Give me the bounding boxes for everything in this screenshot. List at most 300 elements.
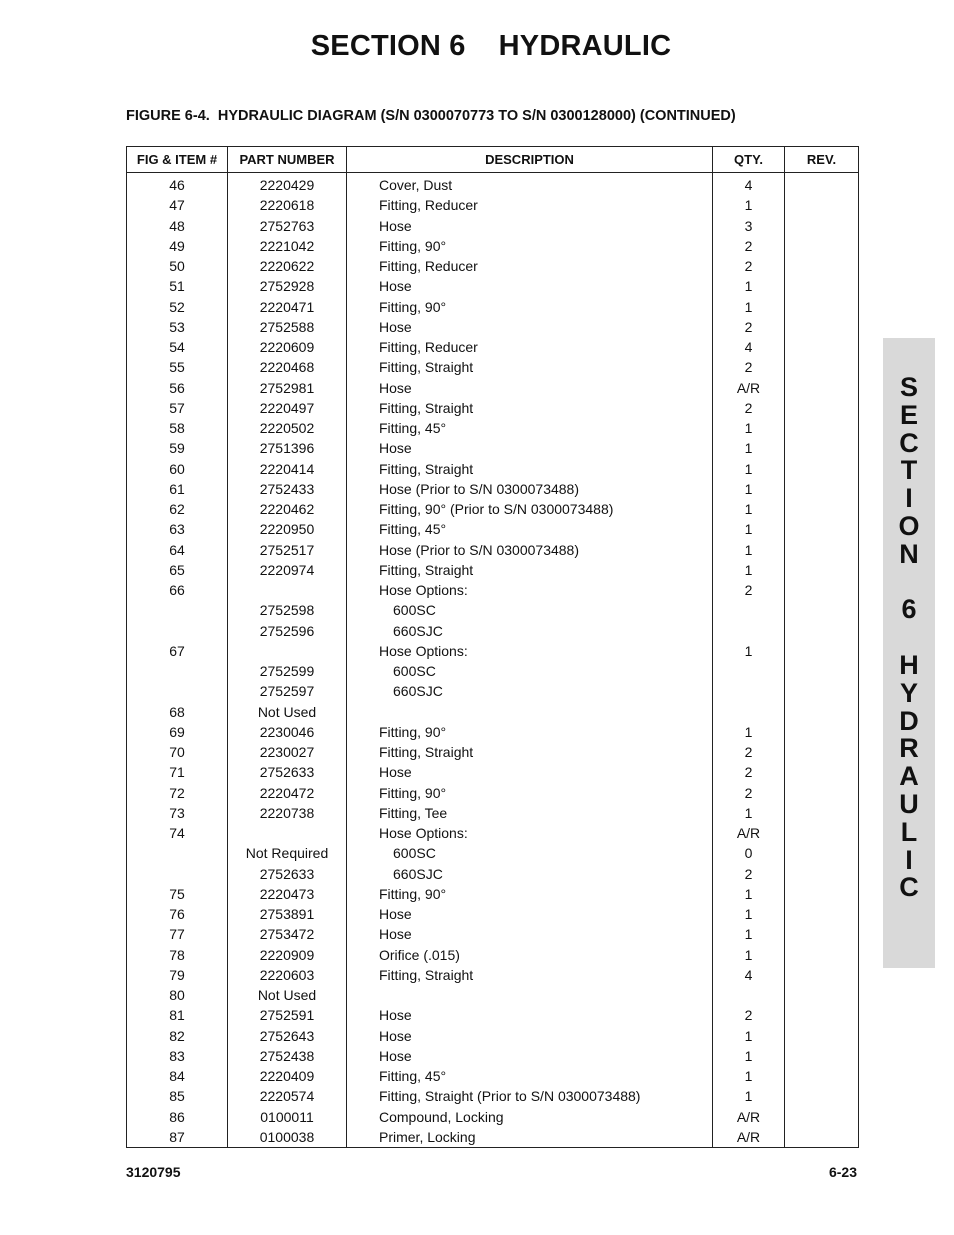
description-cell: Fitting, 90°	[347, 236, 713, 256]
qty-cell: 1	[713, 276, 785, 296]
part-number-cell: 2752633	[228, 762, 347, 782]
description-cell	[347, 702, 713, 722]
part-number-cell: 2752433	[228, 479, 347, 499]
part-number-cell: 0100038	[228, 1127, 347, 1148]
rev-cell	[785, 357, 859, 377]
rev-cell	[785, 1066, 859, 1086]
qty-cell: 1	[713, 803, 785, 823]
qty-cell: 1	[713, 1026, 785, 1046]
fig-item-cell: 53	[127, 317, 228, 337]
fig-item-cell: 82	[127, 1026, 228, 1046]
rev-cell	[785, 256, 859, 276]
table-row	[127, 1046, 859, 1066]
table-row	[127, 864, 859, 884]
part-number-cell: 2220471	[228, 297, 347, 317]
rev-cell	[785, 904, 859, 924]
rev-cell	[785, 499, 859, 519]
table-row	[127, 762, 859, 782]
table-row	[127, 519, 859, 539]
description-cell: Fitting, 45°	[347, 1066, 713, 1086]
rev-cell	[785, 398, 859, 418]
table-row	[127, 276, 859, 296]
part-number-cell: 2220618	[228, 195, 347, 215]
col-header-fig-item: FIG & ITEM #	[127, 147, 228, 173]
part-number-cell: 2220409	[228, 1066, 347, 1086]
rev-cell	[785, 924, 859, 944]
qty-cell: 2	[713, 762, 785, 782]
rev-cell	[785, 216, 859, 236]
rev-cell	[785, 580, 859, 600]
qty-cell: 4	[713, 337, 785, 357]
table-row	[127, 681, 859, 701]
rev-cell	[785, 985, 859, 1005]
fig-item-cell: 67	[127, 641, 228, 661]
part-number-cell: 2753472	[228, 924, 347, 944]
qty-cell: 4	[713, 965, 785, 985]
fig-item-cell: 71	[127, 762, 228, 782]
table-row	[127, 1086, 859, 1106]
side-tab-letter: R	[899, 733, 919, 764]
side-tab-letter: I	[905, 844, 913, 875]
qty-cell	[713, 661, 785, 681]
rev-cell	[785, 1086, 859, 1106]
rev-cell	[785, 519, 859, 539]
part-number-cell: 2752517	[228, 540, 347, 560]
description-cell: Hose	[347, 762, 713, 782]
part-number-cell: 2221042	[228, 236, 347, 256]
qty-cell: 1	[713, 560, 785, 580]
qty-cell: 1	[713, 945, 785, 965]
qty-cell: 2	[713, 236, 785, 256]
rev-cell	[785, 702, 859, 722]
part-number-cell: Not Used	[228, 702, 347, 722]
description-cell: 600SC	[347, 843, 713, 863]
description-cell: Fitting, Reducer	[347, 256, 713, 276]
qty-cell: 1	[713, 479, 785, 499]
fig-item-cell: 69	[127, 722, 228, 742]
table-row	[127, 904, 859, 924]
rev-cell	[785, 1046, 859, 1066]
rev-cell	[785, 843, 859, 863]
table-row	[127, 924, 859, 944]
description-cell: Hose	[347, 378, 713, 398]
part-number-cell: 2752928	[228, 276, 347, 296]
rev-cell	[785, 762, 859, 782]
description-cell: Hose Options:	[347, 641, 713, 661]
fig-item-cell: 46	[127, 173, 228, 196]
table-row	[127, 803, 859, 823]
side-tab-letter: A	[899, 761, 919, 792]
side-tab-letter: Y	[899, 677, 918, 708]
table-row	[127, 398, 859, 418]
part-number-cell	[228, 641, 347, 661]
fig-item-cell: 79	[127, 965, 228, 985]
side-tab-letter: E	[899, 399, 918, 430]
rev-cell	[785, 1107, 859, 1127]
fig-item-cell: 86	[127, 1107, 228, 1127]
qty-cell: 1	[713, 540, 785, 560]
qty-cell: 1	[713, 499, 785, 519]
description-cell: Fitting, 45°	[347, 418, 713, 438]
fig-item-cell: 77	[127, 924, 228, 944]
description-cell: Hose	[347, 317, 713, 337]
qty-cell	[713, 600, 785, 620]
rev-cell	[785, 173, 859, 196]
description-cell: Fitting, 90°	[347, 297, 713, 317]
side-tab-letter	[883, 569, 935, 597]
side-tab-letter: L	[900, 816, 918, 847]
table-row	[127, 843, 859, 863]
description-cell: Fitting, 90°	[347, 722, 713, 742]
description-cell: Fitting, Straight (Prior to S/N 0300073488)	[347, 1086, 713, 1106]
qty-cell: 2	[713, 357, 785, 377]
section-title: SECTION 6 HYDRAULIC	[310, 30, 672, 62]
fig-item-cell	[127, 864, 228, 884]
rev-cell	[785, 1005, 859, 1025]
description-cell: Hose Options:	[347, 580, 713, 600]
rev-cell	[785, 864, 859, 884]
description-cell: Fitting, Straight	[347, 965, 713, 985]
fig-item-cell: 54	[127, 337, 228, 357]
fig-item-cell: 52	[127, 297, 228, 317]
fig-item-cell: 59	[127, 438, 228, 458]
description-cell: Fitting, Straight	[347, 398, 713, 418]
table-row	[127, 540, 859, 560]
side-tab-letter: C	[899, 427, 919, 458]
table-row	[127, 378, 859, 398]
part-number-cell: 2220909	[228, 945, 347, 965]
table-row	[127, 438, 859, 458]
rev-cell	[785, 540, 859, 560]
fig-item-cell: 51	[127, 276, 228, 296]
table-row	[127, 357, 859, 377]
qty-cell: 3	[713, 216, 785, 236]
fig-item-cell: 60	[127, 459, 228, 479]
part-number-cell: 2752981	[228, 378, 347, 398]
fig-item-cell: 47	[127, 195, 228, 215]
rev-cell	[785, 641, 859, 661]
side-tab-letter: C	[899, 872, 919, 903]
table-row	[127, 499, 859, 519]
qty-cell: 2	[713, 580, 785, 600]
fig-item-cell	[127, 600, 228, 620]
rev-cell	[785, 661, 859, 681]
part-number-cell: 2752598	[228, 600, 347, 620]
fig-item-cell: 75	[127, 884, 228, 904]
part-number-cell: Not Used	[228, 985, 347, 1005]
qty-cell: 1	[713, 722, 785, 742]
side-tab-letters	[883, 374, 935, 902]
qty-cell: 2	[713, 1005, 785, 1025]
description-cell: Hose	[347, 904, 713, 924]
part-number-cell: 2220974	[228, 560, 347, 580]
rev-cell	[785, 297, 859, 317]
part-number-cell: 2220622	[228, 256, 347, 276]
rev-cell	[785, 479, 859, 499]
table-row	[127, 236, 859, 256]
table-row	[127, 479, 859, 499]
rev-cell	[785, 1026, 859, 1046]
table-row	[127, 418, 859, 438]
fig-item-cell: 65	[127, 560, 228, 580]
parts-table-body	[127, 173, 859, 1148]
side-tab-letter: H	[899, 649, 919, 680]
qty-cell: A/R	[713, 823, 785, 843]
table-row	[127, 297, 859, 317]
part-number-cell: 2230027	[228, 742, 347, 762]
part-number-cell: 2220472	[228, 783, 347, 803]
rev-cell	[785, 945, 859, 965]
qty-cell: 1	[713, 297, 785, 317]
fig-item-cell: 63	[127, 519, 228, 539]
side-tab-letter: T	[900, 455, 918, 486]
qty-cell	[713, 621, 785, 641]
part-number-cell: 2752763	[228, 216, 347, 236]
fig-item-cell: 80	[127, 985, 228, 1005]
rev-cell	[785, 621, 859, 641]
table-row	[127, 884, 859, 904]
description-cell: Fitting, 90°	[347, 783, 713, 803]
qty-cell: 1	[713, 519, 785, 539]
side-tab-letter: N	[899, 538, 919, 569]
rev-cell	[785, 600, 859, 620]
description-cell: Hose	[347, 924, 713, 944]
side-tab-letter: U	[899, 788, 919, 819]
description-cell: 600SC	[347, 661, 713, 681]
qty-cell: 1	[713, 459, 785, 479]
part-number-cell: 2751396	[228, 438, 347, 458]
description-cell: Fitting, Straight	[347, 357, 713, 377]
qty-cell: A/R	[713, 1127, 785, 1148]
description-cell: 600SC	[347, 600, 713, 620]
col-header-qty: QTY.	[713, 147, 785, 173]
fig-item-cell	[127, 621, 228, 641]
table-row	[127, 1127, 859, 1148]
part-number-cell: 2220473	[228, 884, 347, 904]
side-tab-letter: S	[899, 372, 918, 402]
part-number-cell: 2220574	[228, 1086, 347, 1106]
qty-cell: 0	[713, 843, 785, 863]
description-cell: Fitting, Reducer	[347, 195, 713, 215]
rev-cell	[785, 317, 859, 337]
qty-cell: 2	[713, 783, 785, 803]
rev-cell	[785, 823, 859, 843]
qty-cell	[713, 985, 785, 1005]
description-cell: 660SJC	[347, 864, 713, 884]
table-row	[127, 985, 859, 1005]
side-tab-letter: I	[905, 483, 913, 514]
table-row	[127, 965, 859, 985]
fig-item-cell: 48	[127, 216, 228, 236]
table-row	[127, 783, 859, 803]
table-row	[127, 621, 859, 641]
side-tab-letter: O	[898, 510, 920, 541]
qty-cell: 2	[713, 317, 785, 337]
table-row	[127, 600, 859, 620]
section-side-tab	[883, 338, 935, 968]
rev-cell	[785, 803, 859, 823]
part-number-cell: 2220950	[228, 519, 347, 539]
rev-cell	[785, 884, 859, 904]
table-row	[127, 337, 859, 357]
figure-title: FIGURE 6-4. HYDRAULIC DIAGRAM (S/N 0300070773 TO S/N 0300128000) (CONTINUED)	[126, 108, 736, 124]
part-number-cell	[228, 823, 347, 843]
description-cell: 660SJC	[347, 681, 713, 701]
fig-item-cell: 81	[127, 1005, 228, 1025]
table-row	[127, 1026, 859, 1046]
description-cell: Hose	[347, 216, 713, 236]
description-cell: Primer, Locking	[347, 1127, 713, 1148]
qty-cell: 2	[713, 398, 785, 418]
fig-item-cell: 76	[127, 904, 228, 924]
fig-item-cell: 84	[127, 1066, 228, 1086]
parts-table	[126, 146, 859, 1148]
table-row	[127, 216, 859, 236]
description-cell: Hose	[347, 438, 713, 458]
rev-cell	[785, 722, 859, 742]
description-cell: Fitting, 90° (Prior to S/N 0300073488)	[347, 499, 713, 519]
description-cell: Hose (Prior to S/N 0300073488)	[347, 540, 713, 560]
fig-item-cell: 49	[127, 236, 228, 256]
qty-cell	[713, 702, 785, 722]
description-cell: Compound, Locking	[347, 1107, 713, 1127]
rev-cell	[785, 681, 859, 701]
part-number-cell: 2752599	[228, 661, 347, 681]
part-number-cell: 0100011	[228, 1107, 347, 1127]
table-row	[127, 661, 859, 681]
rev-cell	[785, 783, 859, 803]
qty-cell: A/R	[713, 1107, 785, 1127]
part-number-cell: 2752438	[228, 1046, 347, 1066]
part-number-cell: Not Required	[228, 843, 347, 863]
table-row	[127, 823, 859, 843]
qty-cell: 1	[713, 1066, 785, 1086]
fig-item-cell: 73	[127, 803, 228, 823]
table-row	[127, 945, 859, 965]
description-cell: Fitting, Straight	[347, 459, 713, 479]
fig-item-cell	[127, 843, 228, 863]
part-number-cell: 2220502	[228, 418, 347, 438]
part-number-cell: 2220738	[228, 803, 347, 823]
part-number-cell: 2752588	[228, 317, 347, 337]
fig-item-cell: 70	[127, 742, 228, 762]
description-cell: Fitting, Straight	[347, 560, 713, 580]
description-cell	[347, 985, 713, 1005]
table-row	[127, 173, 859, 196]
rev-cell	[785, 337, 859, 357]
page-number: 6-23	[828, 1164, 857, 1180]
qty-cell: 1	[713, 418, 785, 438]
table-row	[127, 317, 859, 337]
col-header-rev: REV.	[785, 147, 859, 173]
part-number-cell: 2220414	[228, 459, 347, 479]
qty-cell: 1	[713, 904, 785, 924]
rev-cell	[785, 378, 859, 398]
description-cell: Fitting, Tee	[347, 803, 713, 823]
qty-cell: 1	[713, 884, 785, 904]
description-cell: Cover, Dust	[347, 173, 713, 196]
part-number-cell: 2752596	[228, 621, 347, 641]
part-number-cell: 2752591	[228, 1005, 347, 1025]
side-tab-letter: 6	[901, 594, 917, 625]
qty-cell	[713, 681, 785, 701]
fig-item-cell: 50	[127, 256, 228, 276]
part-number-cell: 2752597	[228, 681, 347, 701]
table-row	[127, 722, 859, 742]
qty-cell: 4	[713, 173, 785, 196]
table-row	[127, 256, 859, 276]
table-row	[127, 1066, 859, 1086]
fig-item-cell: 68	[127, 702, 228, 722]
qty-cell: 1	[713, 1046, 785, 1066]
qty-cell: 1	[713, 1086, 785, 1106]
description-cell: 660SJC	[347, 621, 713, 641]
qty-cell: 2	[713, 864, 785, 884]
table-row	[127, 195, 859, 215]
part-number-cell	[228, 580, 347, 600]
description-cell: Fitting, 45°	[347, 519, 713, 539]
document-number: 3120795	[126, 1164, 181, 1180]
description-cell: Hose	[347, 1046, 713, 1066]
part-number-cell: 2752633	[228, 864, 347, 884]
description-cell: Hose Options:	[347, 823, 713, 843]
table-row	[127, 1005, 859, 1025]
fig-item-cell: 87	[127, 1127, 228, 1148]
fig-item-cell: 64	[127, 540, 228, 560]
rev-cell	[785, 742, 859, 762]
fig-item-cell	[127, 681, 228, 701]
fig-item-cell: 72	[127, 783, 228, 803]
part-number-cell: 2220429	[228, 173, 347, 196]
description-cell: Fitting, Straight	[347, 742, 713, 762]
fig-item-cell: 74	[127, 823, 228, 843]
fig-item-cell: 57	[127, 398, 228, 418]
qty-cell: 1	[713, 438, 785, 458]
fig-item-cell: 55	[127, 357, 228, 377]
fig-item-cell	[127, 661, 228, 681]
fig-item-cell: 58	[127, 418, 228, 438]
table-row	[127, 560, 859, 580]
col-header-part-number: PART NUMBER	[228, 147, 347, 173]
part-number-cell: 2220468	[228, 357, 347, 377]
rev-cell	[785, 236, 859, 256]
fig-item-cell: 85	[127, 1086, 228, 1106]
rev-cell	[785, 418, 859, 438]
part-number-cell: 2220603	[228, 965, 347, 985]
part-number-cell: 2220497	[228, 398, 347, 418]
qty-cell: 1	[713, 641, 785, 661]
table-row	[127, 641, 859, 661]
side-tab-letter	[883, 624, 935, 652]
table-row	[127, 580, 859, 600]
rev-cell	[785, 1127, 859, 1148]
part-number-cell: 2752643	[228, 1026, 347, 1046]
qty-cell: 2	[713, 256, 785, 276]
fig-item-cell: 83	[127, 1046, 228, 1066]
part-number-cell: 2220609	[228, 337, 347, 357]
rev-cell	[785, 438, 859, 458]
part-number-cell: 2230046	[228, 722, 347, 742]
table-header-row	[127, 147, 859, 173]
fig-item-cell: 62	[127, 499, 228, 519]
fig-item-cell: 61	[127, 479, 228, 499]
qty-cell: 1	[713, 195, 785, 215]
rev-cell	[785, 459, 859, 479]
description-cell: Hose	[347, 276, 713, 296]
rev-cell	[785, 195, 859, 215]
fig-item-cell: 66	[127, 580, 228, 600]
side-tab-letter: D	[899, 705, 919, 736]
